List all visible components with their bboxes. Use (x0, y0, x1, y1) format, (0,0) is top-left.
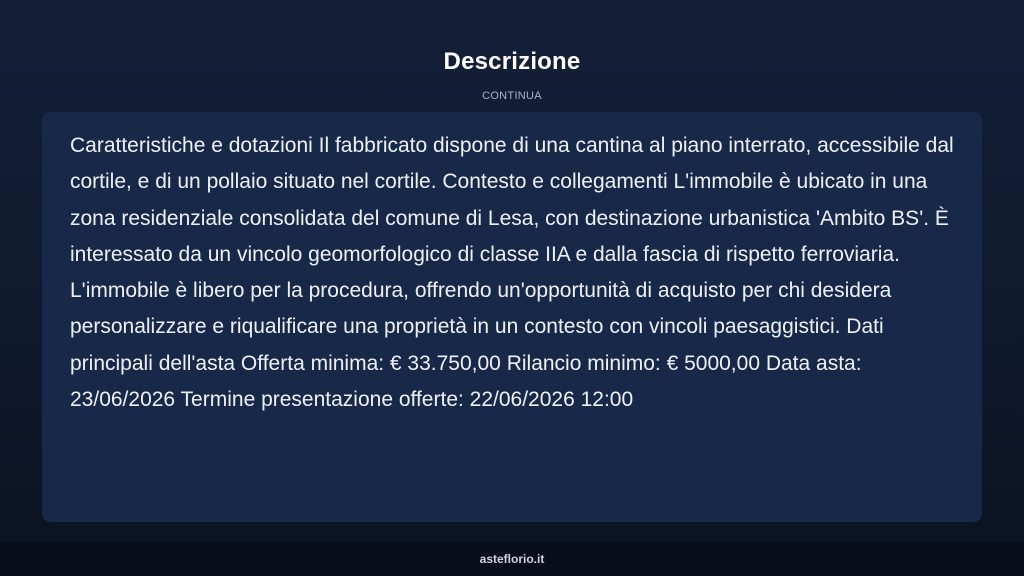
description-card (42, 112, 982, 522)
footer-site-label: asteflorio.it (479, 552, 545, 566)
page-title: Descrizione (443, 48, 581, 75)
description-text: Caratteristiche e dotazioni Il fabbricato dispone di una cantina al piano interrato, accessibile dal cortile, e di un pollaio situato nel cortile. Contesto e collegamenti L'immobile è ubicato in una zona residenziale consolidata del comune di Lesa, con destinazione urbanistica 'Ambito BS'. È interessato da un vincolo geomorfologico di classe IIA e dalla fascia di rispetto ferroviaria. L'immobile è libero per la procedura, offrendo un'opportunità di acquisto per chi desidera personalizzare e riqualificare una proprietà in un contesto con vincoli paesaggistici. Dati principali dell'asta Offerta minima: € 33.750,00 Rilancio minimo: € 5000,00 Data asta: 23/06/2026 Termine presentazione offerte: 22/06/2026 12:00 (70, 134, 954, 412)
footer-bar (0, 543, 1024, 576)
continue-label: CONTINUA (482, 90, 542, 102)
